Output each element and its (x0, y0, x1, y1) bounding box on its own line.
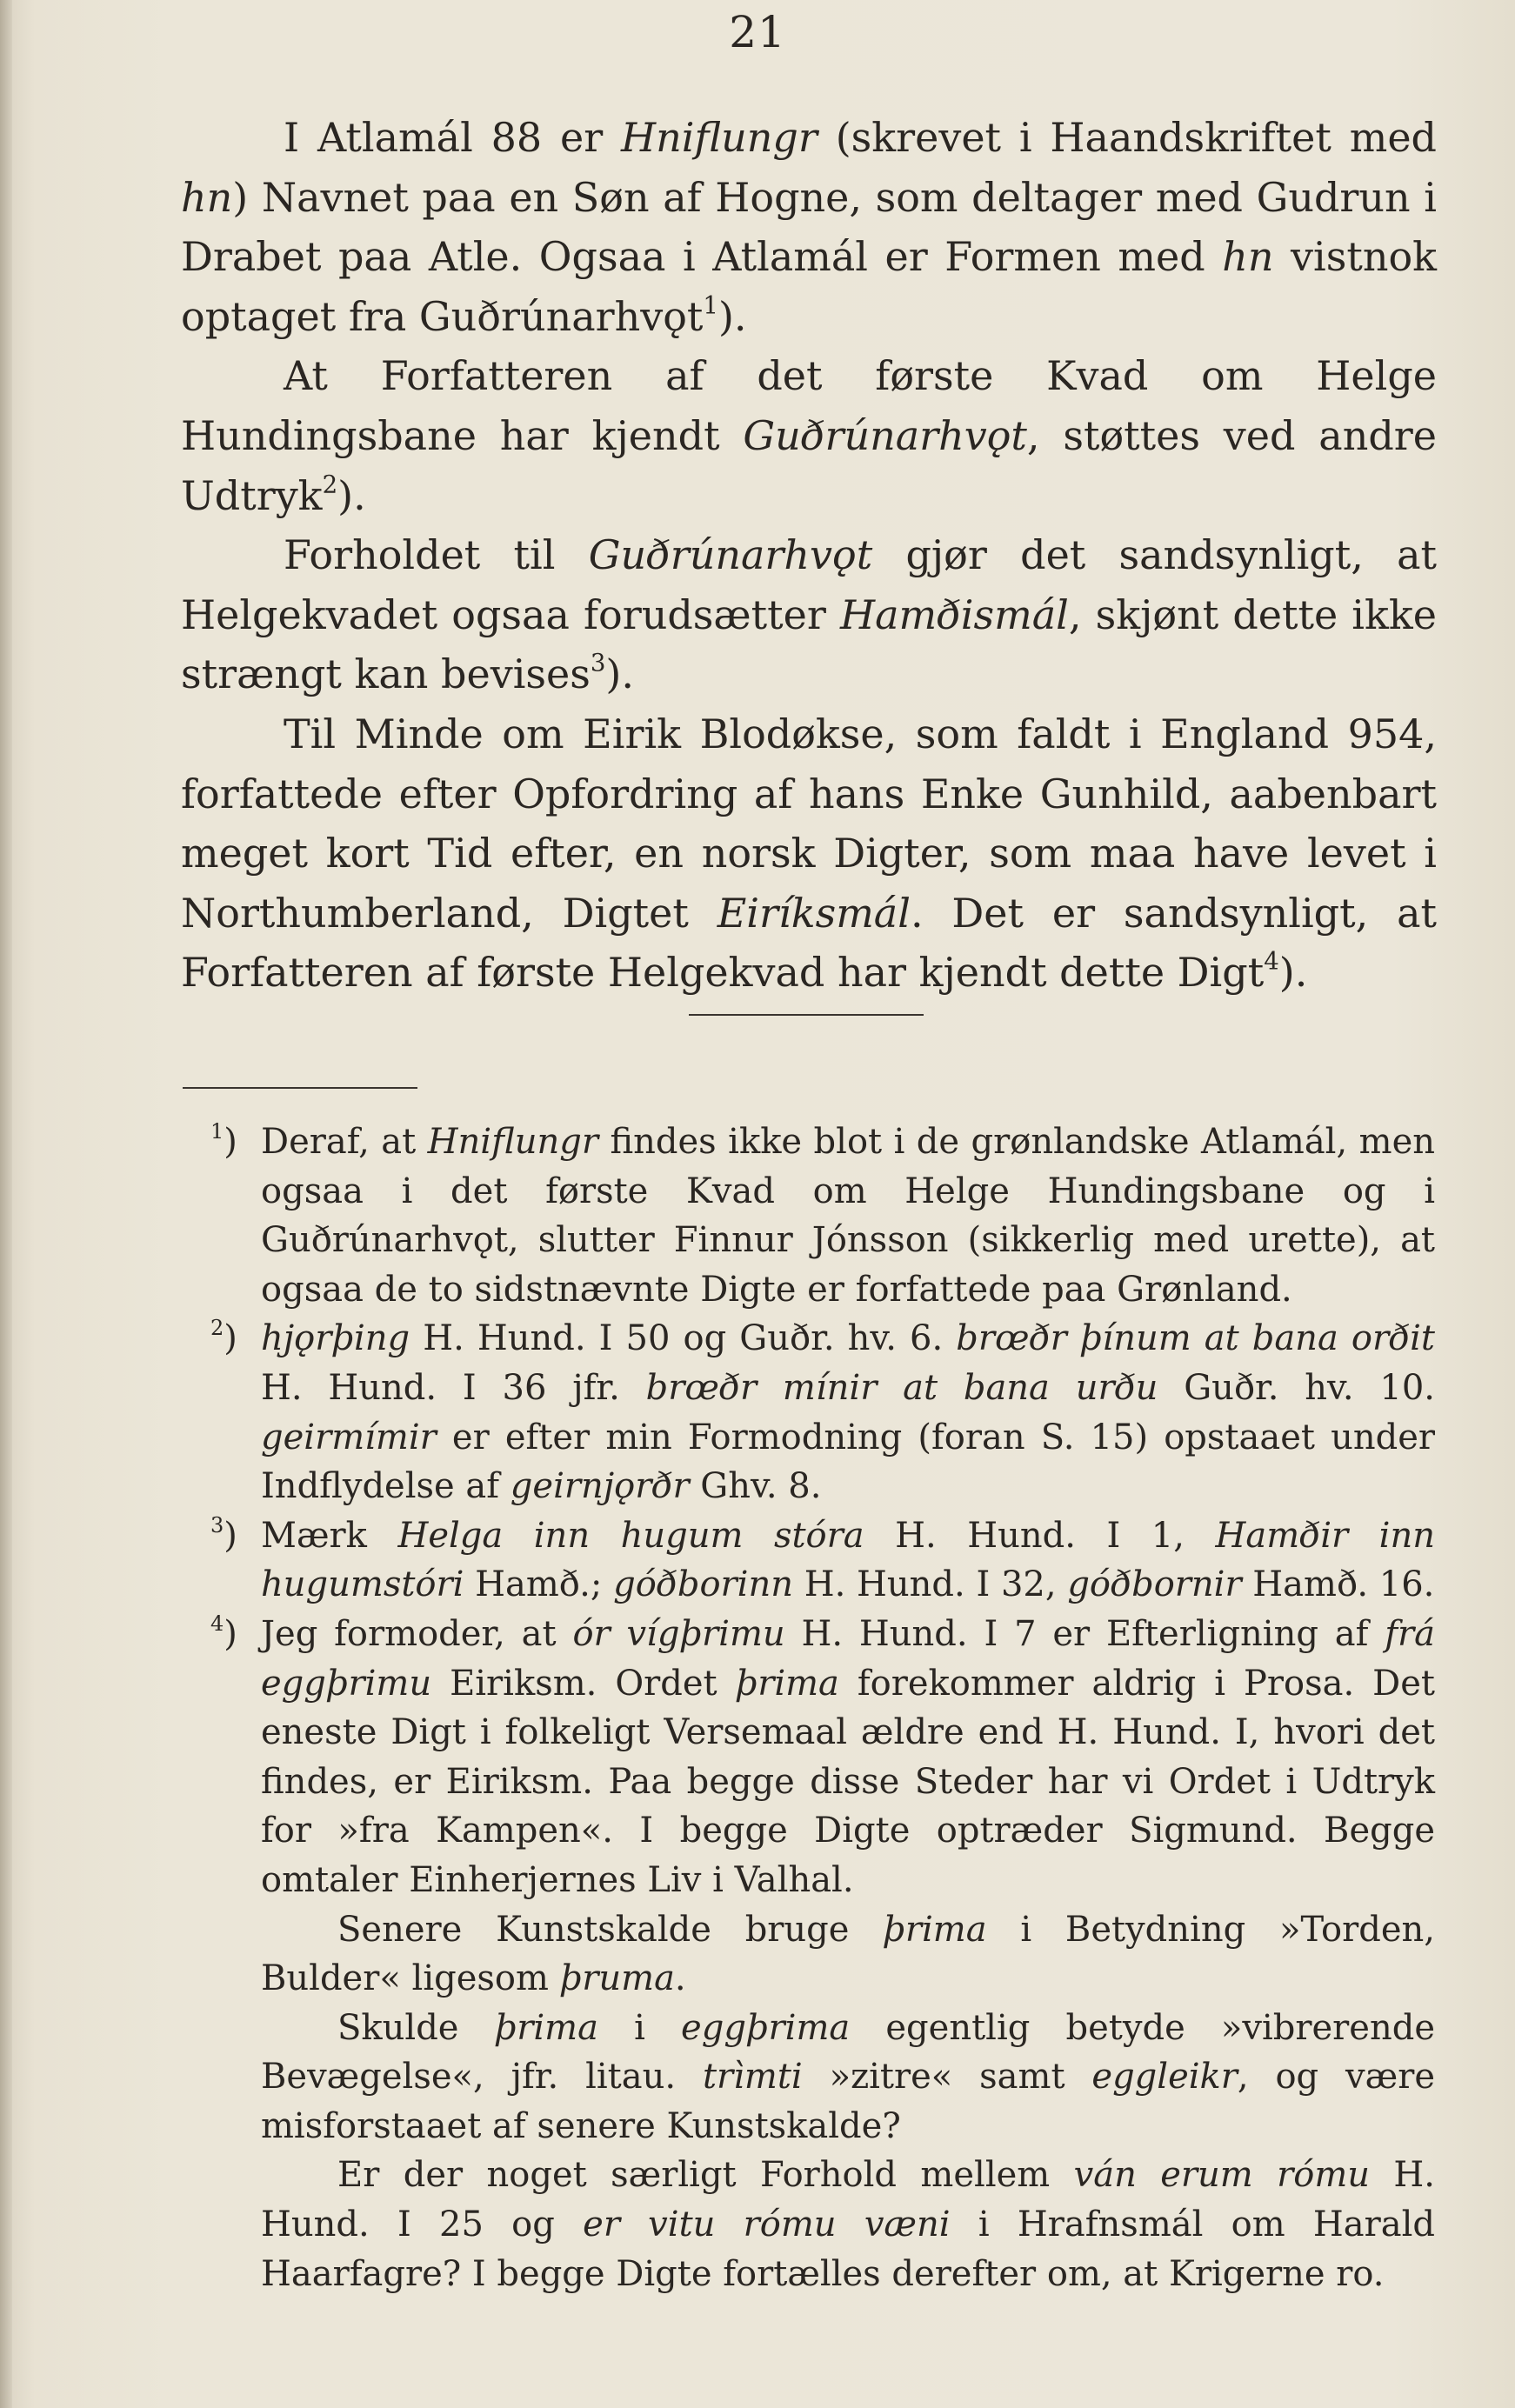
footnote-1: $^1$) Deraf, at Hniflungr findes ikke blot i de grønlandske Atlamál, men ogsaa i det første Kvad om Helge Hundingsbane og i Guðrúnarhvǫt, slutter Finnur Jónsson (sikkerlig med urette), at ogsaa de to sidstnævnte Digte er forfattede paa Grønland. (261, 1117, 1435, 1314)
paragraph-1: I Atlamál 88 er Hniflungr (skrevet i Haandskriftet med hn) Navnet paa en Søn af Hogne, som deltager med Gudrun i Drabet paa Atle. Ogsaa i Atlamál er Formen med hn vistnok optaget fra Guðrúnarhvǫt$^1$). (181, 114, 1438, 340)
footnote-ref: 4 (1264, 947, 1279, 976)
italic-term: hn (1222, 233, 1274, 281)
footnote-rule (183, 1087, 417, 1089)
main-text (181, 108, 1437, 1003)
paragraph-4: Til Minde om Eirik Blodøkse, som faldt i England 954, forfattede efter Opfordring af hans Enke Gunhild, aabenbart meget kort Tid efter, en norsk Digter, som maa have levet i Northumberland, Digtet Eiríksmál. Det er sandsynligt, at Forfatteren af første Helgekvad har kjendt dette Digt$^4$). (181, 710, 1437, 997)
paragraph-2: At Forfatteren af det første Kvad om Helge Hundingsbane har kjendt Guðrúnarhvǫt, støttes ved andre Udtryk$^2$). (181, 352, 1437, 519)
italic-title: Eiríksmál (717, 889, 911, 937)
footnote-mark: $^4$) (210, 1611, 237, 1654)
footnote-mark: $^1$) (210, 1119, 237, 1162)
italic-title: Guðrúnarhvǫt (588, 531, 873, 579)
footnotes (210, 1117, 1436, 2298)
paragraph-3: Forholdet til Guðrúnarhvǫt gjør det sandsynligt, at Helgekvadet ogsaa forudsætter Hamðismál, skjønt dette ikke strængt kan bevises$^3$). (181, 531, 1437, 698)
footnote-ref: 2 (322, 470, 338, 499)
page-binding-edge (0, 0, 12, 2408)
footnote-ref: 3 (590, 649, 606, 678)
italic-term: hn (181, 173, 233, 221)
section-divider (689, 1014, 924, 1016)
footnote-3: $^3$) Mærk Helga inn hugum stóra H. Hund. I 1, Hamðir inn hugumstóri Hamð.; góðborinn H. Hund. I 32, góðbornir Hamð. 16. (261, 1511, 1435, 1610)
footnote-2: $^2$) hjǫrþing H. Hund. I 50 og Guðr. hv. 6. brœðr þínum at bana orðit H. Hund. I 36 jfr. brœðr mínir at bana urðu Guðr. hv. 10. geirmímir er efter min Formodning (foran S. 15) opstaaet under Indflydelse af geirnjǫrðr Ghv. 8. (261, 1314, 1435, 1511)
footnote-4: $^4$) Jeg formoder, at ór vígþrimu H. Hund. I 7 er Efterligning af frá eggþrimu Eiriksm. Ordet þrima forekommer aldrig i Prosa. Det eneste Digt i folkeligt Versemaal ældre end H. Hund. I, hvori det findes, er Eiriksm. Paa begge disse Steder har vi Ordet i Udtryk for »fra Kampen«. I begge Digte optræder Sigmund. Begge omtaler Einherjernes Liv i Valhal. Senere Kunstskalde bruge þrima i Betydning »Torden, Bulder« ligesom þruma. Skulde þrima i eggþrima egentlig betyde »vibrerende Bevægelse«, jfr. litau. trìmti »zitre« samt eggleikr, og være misforstaaet af senere Kunstskalde? Er der noget særligt Forhold mellem ván erum rómu H. Hund. I 25 og er vitu rómu væni i Hrafnsmál om Harald Haarfagre? I begge Digte fortælles derefter om, at Krigerne ro. (261, 1610, 1435, 2298)
footnote-mark: $^3$) (210, 1512, 237, 1556)
page-number: 21 (729, 7, 786, 57)
italic-term: Hniflungr (621, 114, 818, 161)
italic-title: Hamðismál (839, 590, 1069, 638)
italic-title: Guðrúnarhvǫt (743, 411, 1027, 459)
footnote-ref: 1 (703, 290, 718, 320)
footnote-mark: $^2$) (210, 1316, 237, 1359)
